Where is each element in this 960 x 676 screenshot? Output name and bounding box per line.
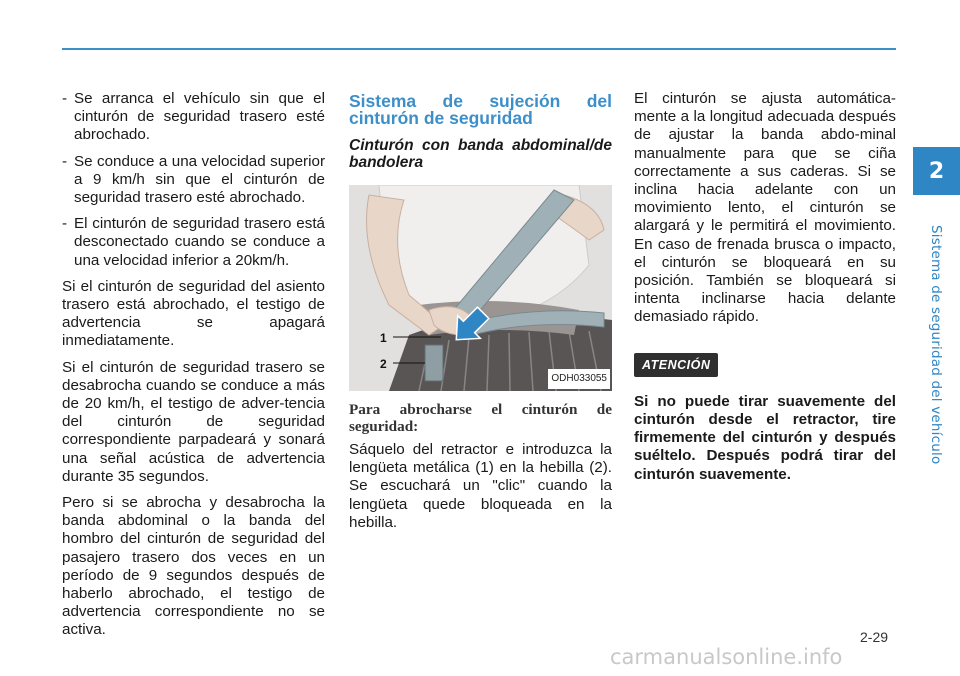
column-1: [62, 90, 325, 648]
chapter-tab: 2: [913, 147, 960, 195]
bullet-marker: -: [62, 215, 68, 233]
paragraph: Pero si se abrocha y desabrocha la banda abdominal o la banda del hombro del cinturón de seguridad del pasajero trasero dos veces en un período de 9 segundos después de haberlo abrochado, el testigo de advertencia correspondiente no se activa.: [62, 494, 325, 639]
warning-text: Si no puede tirar suavemente del cinturón desde el retractor, tire firmemente del cinturón y después suéltelo. Después podrá tirar del cinturón suavemente.: [634, 392, 896, 483]
bullet-marker: -: [62, 152, 68, 170]
page-number: 2-29: [860, 629, 889, 645]
subsection-heading: Cinturón con banda abdominal/de bandolera: [349, 137, 612, 171]
paragraph: Si el cinturón de seguridad del asiento trasero está abrochado, el testigo de advertencia se apagará inmediatamente.: [62, 277, 325, 350]
watermark: carmanualsonline.info: [610, 645, 843, 669]
figure-code: ODH033055: [548, 369, 610, 389]
bullet-text: Se arranca el vehículo sin que el cinturón de seguridad trasero esté abrochado.: [74, 90, 325, 144]
procedure-text: Sáquelo del retractor e introduzca la lengüeta metálica (1) en la hebilla (2). Se escuchará un "clic" cuando la lengüeta quede bloqueada en la hebilla.: [349, 441, 612, 531]
figure-label-2: 2: [380, 357, 387, 371]
bullet-text: El cinturón de seguridad trasero está desconectado cuando se conduce a una velocidad inferior a 20km/h.: [74, 215, 325, 269]
paragraph: El cinturón se ajusta automática-mente a la longitud adecuada después de ajustar la banda abdo-minal manualmente para que se ciña correctamente a sus caderas. Si se inclina hacia adelante con un movimiento lento, el cinturón se alargará y le permitirá el movimiento. En caso de frenada brusca o impacto, el cinturón se bloqueará en su posición. También se bloqueará si intenta inclinarse hacia delante demasiado rápido.: [634, 90, 896, 326]
bullet-marker: -: [62, 90, 68, 107]
seatbelt-figure: [349, 185, 612, 391]
column-2: [349, 93, 612, 540]
list-item: [62, 90, 325, 145]
column-3: [634, 90, 896, 484]
chapter-title: Sistema de seguridad del vehículo: [928, 225, 944, 465]
bullet-text: Se conduce a una velocidad superior a 9 km/h sin que el cinturón de seguridad trasero esté abrochado.: [74, 152, 325, 207]
paragraph: Si el cinturón de seguridad trasero se desabrocha cuando se conduce a más de 20 km/h, el testigo de adver-tencia del cinturón de seguridad correspondiente parpadeará y sonará una señal acústica de advertencia durante 35 segundos.: [62, 358, 325, 485]
top-rule: [62, 48, 896, 50]
section-heading: Sistema de sujeción del cinturón de seguridad: [349, 91, 612, 128]
list-item: [62, 153, 325, 208]
warning-badge: ATENCIÓN: [634, 353, 718, 377]
procedure-title: Para abrocharse el cinturón de seguridad:: [349, 401, 612, 435]
seatbelt-illustration: [349, 185, 612, 391]
list-item: [62, 215, 325, 270]
figure-label-1: 1: [380, 331, 387, 345]
